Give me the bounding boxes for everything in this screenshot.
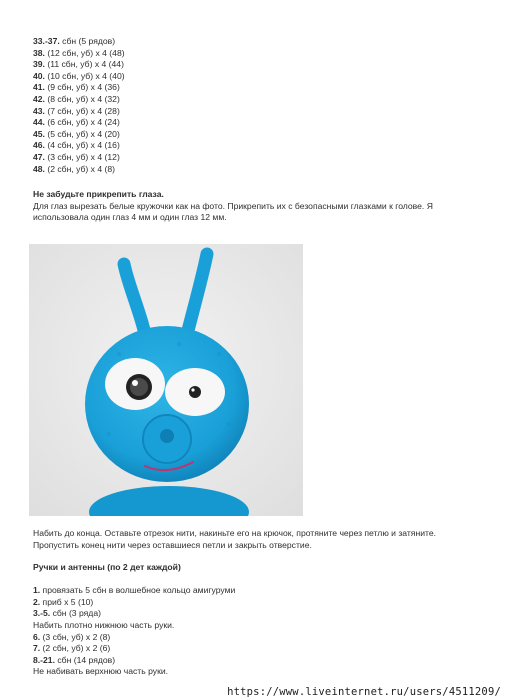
pattern-row <box>33 643 473 655</box>
row-text: (3 сбн, уб) х 2 (8) <box>40 631 111 642</box>
row-number: 2. <box>33 596 41 607</box>
row-text: (12 сбн, уб) х 4 (48) <box>44 47 125 58</box>
pattern-row <box>33 140 473 152</box>
eyes-section <box>33 189 473 224</box>
pattern-row <box>33 106 473 118</box>
pattern-row <box>33 48 473 60</box>
pattern-row <box>33 82 473 94</box>
spacer <box>33 574 473 586</box>
pattern-row <box>33 129 473 141</box>
pattern-row <box>33 59 473 71</box>
row-number: 42. <box>33 93 45 104</box>
row-number: 44. <box>33 117 45 128</box>
row-number: 1. <box>33 585 41 596</box>
watermark-url: https://www.liveinternet.ru/users/4511209/ <box>227 686 501 698</box>
row-text: Набить плотно нижнюю часть руки. <box>33 619 175 630</box>
row-text: (5 сбн, уб) х 4 (20) <box>44 128 120 139</box>
pattern-row <box>33 94 473 106</box>
pattern-row <box>33 71 473 83</box>
row-text: (7 сбн, уб) х 4 (28) <box>44 105 120 116</box>
pattern-row <box>33 585 473 597</box>
crochet-toy-illustration <box>29 244 303 516</box>
row-text: (8 сбн, уб) х 4 (32) <box>44 93 120 104</box>
pattern-row <box>33 620 473 632</box>
pattern-row <box>33 36 473 48</box>
row-text: (2 сбн, уб) х 2 (6) <box>40 643 111 654</box>
pattern-row <box>33 164 473 176</box>
arms-section <box>33 562 473 678</box>
arms-heading: Ручки и антенны (по 2 дет каждой) <box>33 562 181 572</box>
row-text: (4 сбн, уб) х 4 (16) <box>44 140 120 151</box>
pattern-row <box>33 655 473 667</box>
row-text: (2 сбн, уб) х 4 (8) <box>44 163 116 174</box>
closing-line-2: Пропустить конец нити через оставшиеся петли и закрыть отверстие. <box>33 539 312 550</box>
toy-photo <box>29 244 303 516</box>
row-text: сбн (5 рядов) <box>59 36 116 46</box>
eyes-paragraph-line-1: Для глаз вырезать белые кружочки как на фото. Прикрепить их с безопасными глазками к голове. Я <box>33 200 433 211</box>
closing-instructions <box>33 528 473 551</box>
row-text: (11 сбн, уб) х 4 (44) <box>44 59 124 70</box>
eyes-paragraph-line-2: использовала один глаз 4 мм и один глаз 12 мм. <box>33 212 227 223</box>
pattern-row <box>33 597 473 609</box>
row-number: 46. <box>33 140 45 151</box>
row-number: 7. <box>33 643 41 654</box>
pattern-row <box>33 666 473 678</box>
row-text: сбн (3 ряда) <box>50 608 101 619</box>
pattern-row <box>33 152 473 164</box>
eyes-heading: Не забудьте прикрепить глаза. <box>33 189 164 199</box>
row-number: 41. <box>33 82 45 93</box>
row-number: 45. <box>33 128 45 139</box>
row-text: Не набивать верхнюю часть руки. <box>33 666 169 677</box>
row-number: 6. <box>33 631 41 642</box>
row-text: (10 сбн, уб) х 4 (40) <box>44 70 125 81</box>
row-number: 40. <box>33 70 45 81</box>
row-number: 8.-21. <box>33 654 55 665</box>
row-text: приб х 5 (10) <box>40 596 94 607</box>
row-text: (6 сбн, уб) х 4 (24) <box>44 117 120 128</box>
row-text: провязать 5 сбн в волшебное кольцо амигуруми <box>40 585 236 596</box>
pattern-row <box>33 117 473 129</box>
row-number: 48. <box>33 163 45 174</box>
row-text: сбн (14 рядов) <box>54 654 116 665</box>
row-number: 33.-37. <box>33 36 60 46</box>
pattern-rows-top <box>33 36 473 175</box>
row-number: 47. <box>33 151 45 162</box>
pattern-row <box>33 608 473 620</box>
row-number: 43. <box>33 105 45 116</box>
row-text: (9 сбн, уб) х 4 (36) <box>44 82 120 93</box>
row-text: (3 сбн, уб) х 4 (12) <box>44 151 120 162</box>
closing-line-1: Набить до конца. Оставьте отрезок нити, накиньте его на крючок, протяните через петлю и затяните. <box>33 528 437 538</box>
row-number: 3.-5. <box>33 608 51 619</box>
row-number: 38. <box>33 47 45 58</box>
row-number: 39. <box>33 59 45 70</box>
arms-rows <box>33 585 473 678</box>
pattern-row <box>33 632 473 644</box>
